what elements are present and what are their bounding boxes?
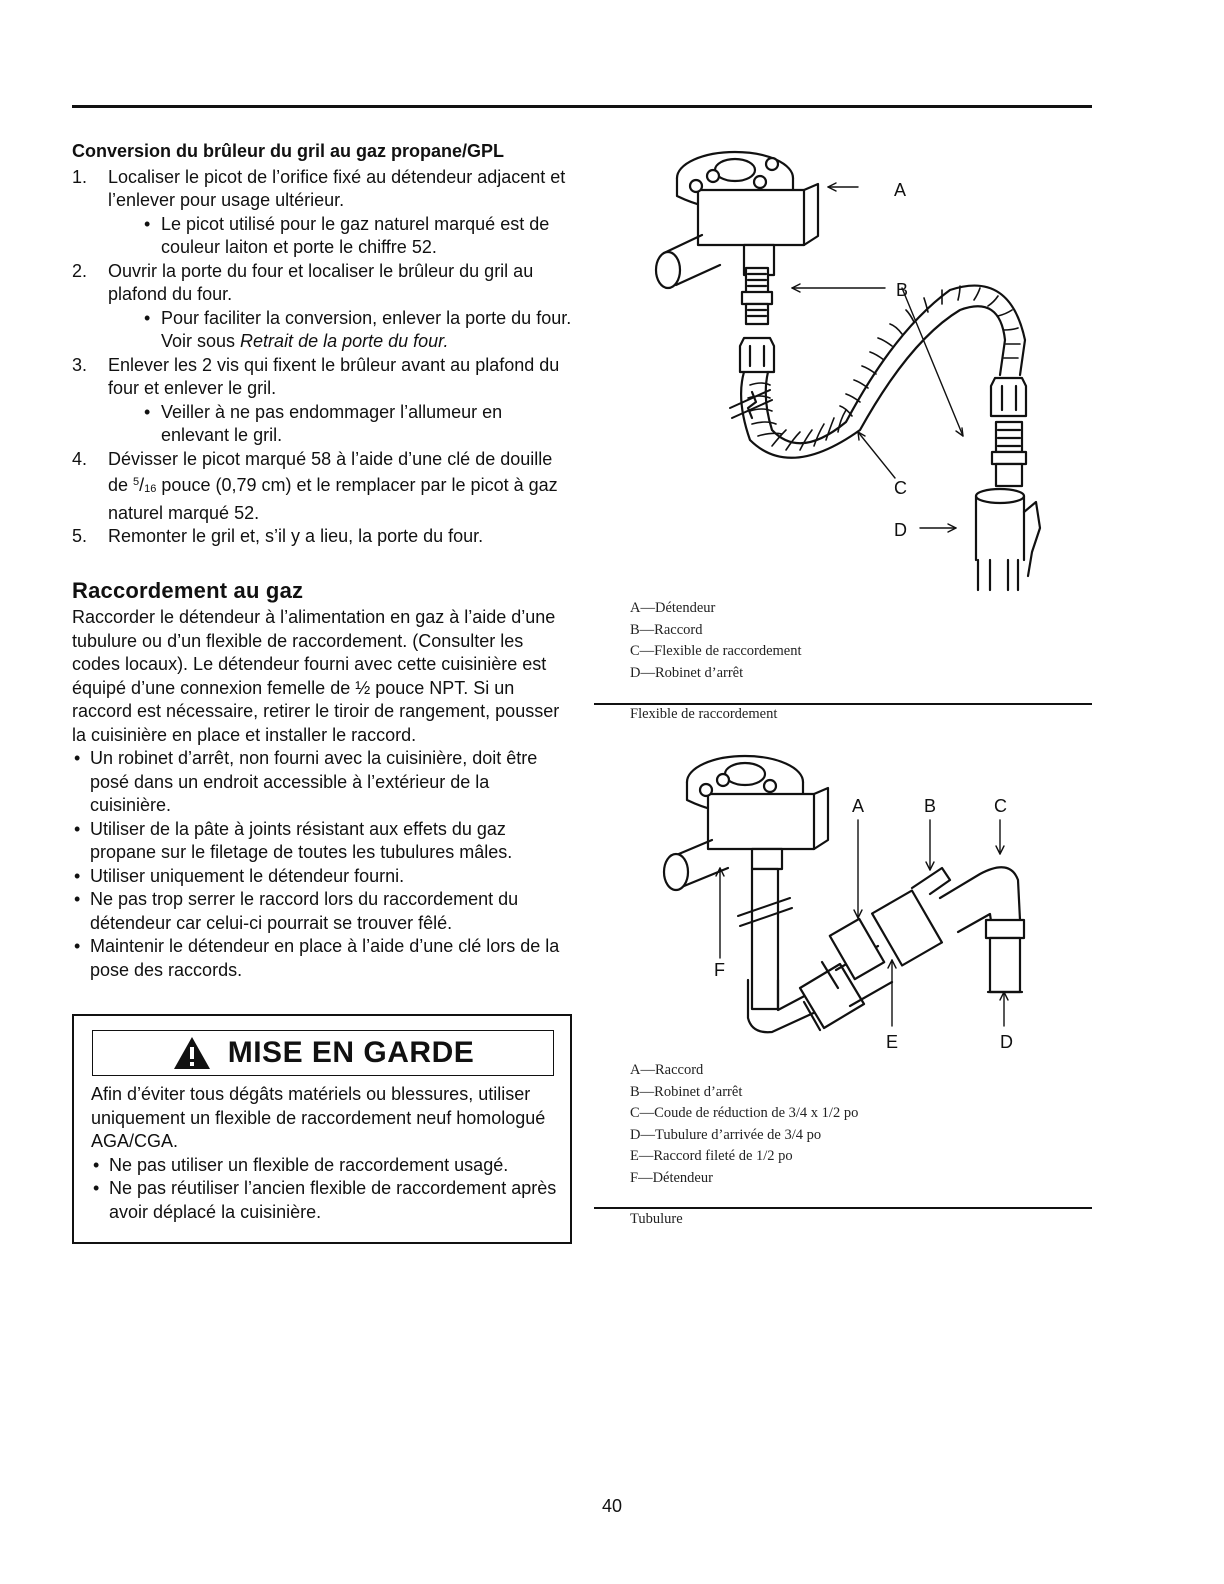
label-c: C: [994, 796, 1007, 816]
figure2-caption: Tubulure: [630, 1211, 683, 1227]
figure1-caption: Flexible de raccordement: [630, 706, 778, 722]
figure2-legend: [630, 1060, 858, 1189]
figure1-legend: [630, 598, 802, 684]
legend-item: D—Robinet d’arrêt: [630, 664, 744, 681]
step-number: 3.: [72, 354, 88, 375]
fraction-denominator: 16: [144, 483, 157, 495]
conversion-steps: [72, 166, 572, 549]
bullet-item: • Ne pas réutiliser l’ancien flexible de raccordement après avoir déplacé la cuisinière.: [91, 1177, 561, 1224]
flexible-connector-diagram: [640, 140, 1090, 595]
label-a: A: [852, 796, 865, 816]
label-a: A: [894, 180, 907, 200]
bullet-item: • Un robinet d’arrêt, non fourni avec la cuisinière, doit être posé dans un endroit accessible à l’extérieur de la cuisinière.: [72, 747, 572, 818]
bullet-item: • Utiliser uniquement le détendeur fourni.: [72, 865, 572, 889]
fraction-numerator: 5: [133, 476, 140, 488]
warning-triangle-icon: [172, 1035, 212, 1071]
legend-item: F—Détendeur: [630, 1169, 713, 1186]
legend-item: C—Flexible de raccordement: [630, 643, 802, 659]
label-d: D: [1000, 1032, 1013, 1052]
warning-bullets: [91, 1154, 561, 1225]
bullet-item: • Ne pas utiliser un flexible de raccordement usagé.: [91, 1154, 561, 1178]
bullet-item: • Utiliser de la pâte à joints résistant aux effets du gaz propane sur le filetage de toutes les tubulures mâles.: [72, 818, 572, 865]
step-number: 1.: [72, 166, 88, 187]
step-text: pouce (0,79 cm) et le remplacer par le picot à gaz naturel marqué 52.: [108, 475, 558, 523]
step-number: 4.: [72, 448, 88, 469]
legend-item: B—Raccord: [630, 621, 703, 638]
step-sub-bullet: • Veiller à ne pas endommager l’allumeur en enlevant le gril.: [108, 401, 572, 448]
pipe-connection-diagram: [640, 748, 1090, 1058]
top-rule: [72, 105, 1092, 108]
warning-title: MISE EN GARDE: [227, 1036, 475, 1069]
step-text: Dévisser le picot marqué 58 à l’aide d’une clé de douille de: [108, 448, 553, 495]
fraction: ½: [355, 677, 371, 698]
figure1-rule: [594, 703, 1092, 705]
label-b: B: [924, 796, 937, 816]
figure2-rule: [594, 1207, 1092, 1209]
step-sub-bullet: [108, 307, 572, 354]
sub-text: Pour faciliter la conversion, enlever la porte du four. Voir sous: [161, 307, 572, 351]
legend-item: A—Détendeur: [630, 600, 716, 616]
legend-item: A—Raccord: [630, 1062, 704, 1078]
step-text: Ouvrir la porte du four et localiser le brûleur du gril au plafond du four.: [108, 260, 534, 304]
label-e: E: [886, 1032, 899, 1052]
legend-item: B—Robinet d’arrêt: [630, 1083, 743, 1100]
bullet-item: • Maintenir le détendeur en place à l’aide d’une clé lors de la pose des raccords.: [72, 935, 572, 982]
warning-box: [72, 1014, 572, 1244]
legend-item: E—Raccord fileté de 1/2 po: [630, 1148, 793, 1164]
step-3: [72, 354, 572, 448]
step-text: Localiser le picot de l’orifice fixé au détendeur adjacent et l’enlever pour usage ultérieur.: [108, 166, 566, 210]
step-1: [72, 166, 572, 260]
step-number: 5.: [72, 526, 88, 546]
cross-reference: Retrait de la porte du four.: [240, 331, 449, 351]
page-number: 40: [601, 1496, 623, 1516]
label-c: C: [894, 478, 907, 498]
para-text: Raccorder le détendeur à l’alimentation en gaz à l’aide d’une tubulure ou d’un flexible de raccordement. (Consulter les codes locaux). Le détendeur fourni avec cette cuisinière est équipé d’une connexion femelle de: [72, 607, 556, 698]
step-4: 4. Dévisser le picot marqué 58 à l’aide d’une clé de douille de $^5/_{16}$ pouce (0,79 cm) et le remplacer par le picot à gaz naturel marqué 52.: [72, 448, 558, 523]
step-number: 2.: [72, 260, 88, 281]
step-text: Enlever les 2 vis qui fixent le brûleur avant au plafond du four et enlever le gril.: [108, 354, 560, 398]
label-b: B: [896, 280, 909, 300]
label-f: F: [714, 960, 725, 980]
legend-item: D—Tubulure d’arrivée de 3/4 po: [630, 1126, 822, 1143]
step-5: [72, 525, 572, 549]
warning-header: [92, 1030, 554, 1076]
legend-item: C—Coude de réduction de 3/4 x 1/2 po: [630, 1105, 859, 1121]
step-2: [72, 260, 572, 354]
step-text: Remonter le gril et, s’il y a lieu, la porte du four.: [108, 526, 484, 546]
raccordement-paragraph: [72, 606, 572, 747]
bullet-item: • Ne pas trop serrer le raccord lors du raccordement du détendeur car celui-ci pourrait se trouver fêlé.: [72, 888, 572, 935]
section-title-conversion: Conversion du brûleur du gril au gaz propane/GPL: [72, 141, 505, 161]
warning-body: [91, 1083, 561, 1224]
section-title-raccordement: Raccordement au gaz: [72, 577, 304, 603]
label-d: D: [894, 520, 907, 540]
para-text: pouce NPT. Si un raccord est nécessaire, retirer le tiroir de rangement, pousser la cuisinière en place et installer le raccord.: [72, 677, 560, 745]
raccordement-bullets: [72, 747, 572, 982]
warning-text: Afin d’éviter tous dégâts matériels ou blessures, utiliser uniquement un flexible de raccordement neuf homologué AGA/CGA.: [91, 1084, 546, 1151]
left-column: [72, 140, 572, 982]
step-sub-bullet: • Le picot utilisé pour le gaz naturel marqué est de couleur laiton et porte le chiffre 52.: [108, 213, 572, 260]
